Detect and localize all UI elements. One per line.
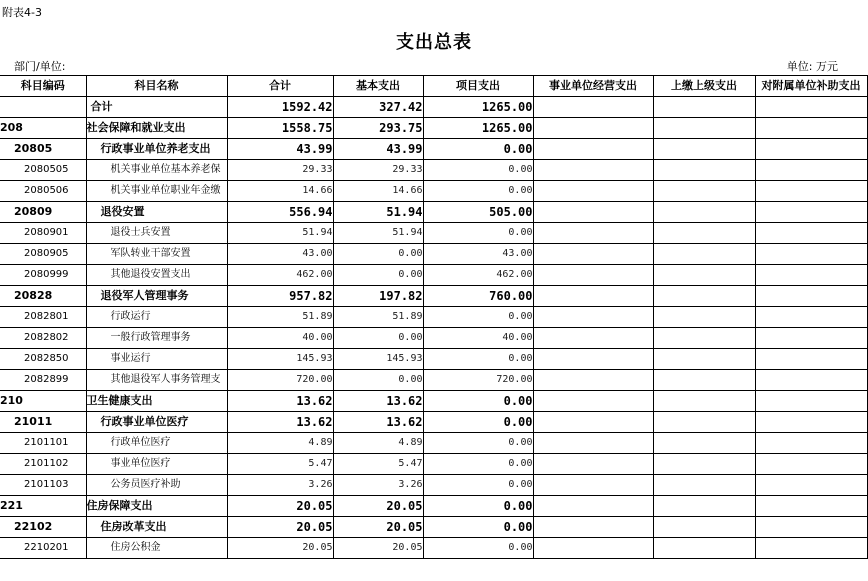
row-name: 退役军人管理事务	[86, 286, 227, 307]
row-subsidy	[755, 244, 867, 265]
row-project: 0.00	[423, 160, 533, 181]
row-project: 0.00	[423, 349, 533, 370]
table-row	[0, 433, 867, 454]
row-operating	[533, 328, 653, 349]
row-total: 4.89	[227, 433, 333, 454]
table-row	[0, 349, 867, 370]
row-total: 556.94	[227, 202, 333, 223]
row-remit	[653, 118, 755, 139]
row-name: 合计	[86, 97, 227, 118]
row-operating	[533, 349, 653, 370]
row-operating	[533, 412, 653, 433]
row-remit	[653, 97, 755, 118]
row-basic: 20.05	[333, 496, 423, 517]
row-basic: 3.26	[333, 475, 423, 496]
row-basic: 13.62	[333, 391, 423, 412]
row-remit	[653, 307, 755, 328]
row-total: 462.00	[227, 265, 333, 286]
table-row	[0, 391, 867, 412]
row-total: 40.00	[227, 328, 333, 349]
row-subsidy	[755, 223, 867, 244]
row-remit	[653, 265, 755, 286]
row-subsidy	[755, 286, 867, 307]
row-operating	[533, 538, 653, 559]
row-basic: 20.05	[333, 538, 423, 559]
table-row	[0, 181, 867, 202]
table-row	[0, 139, 867, 160]
row-remit	[653, 286, 755, 307]
header-operating: 事业单位经营支出	[533, 76, 653, 97]
row-code: 2080505	[0, 160, 86, 181]
row-name: 退役安置	[86, 202, 227, 223]
expenditure-table	[0, 75, 868, 559]
row-code: 208	[0, 118, 86, 139]
row-basic: 5.47	[333, 454, 423, 475]
row-project: 0.00	[423, 496, 533, 517]
row-project: 1265.00	[423, 97, 533, 118]
row-remit	[653, 496, 755, 517]
row-remit	[653, 139, 755, 160]
row-project: 505.00	[423, 202, 533, 223]
row-code: 2082801	[0, 307, 86, 328]
row-name: 其他退役安置支出	[86, 265, 227, 286]
row-subsidy	[755, 391, 867, 412]
row-operating	[533, 307, 653, 328]
row-code: 20809	[0, 202, 86, 223]
header-row	[0, 76, 867, 97]
table-row	[0, 286, 867, 307]
row-subsidy	[755, 538, 867, 559]
row-code: 20828	[0, 286, 86, 307]
table-row	[0, 160, 867, 181]
row-subsidy	[755, 265, 867, 286]
row-project: 462.00	[423, 265, 533, 286]
row-subsidy	[755, 328, 867, 349]
header-name: 科目名称	[86, 76, 227, 97]
row-code: 2082850	[0, 349, 86, 370]
table-row	[0, 412, 867, 433]
row-subsidy	[755, 349, 867, 370]
row-name: 住房公积金	[86, 538, 227, 559]
row-subsidy	[755, 412, 867, 433]
row-total: 51.94	[227, 223, 333, 244]
row-name: 住房保障支出	[86, 496, 227, 517]
row-operating	[533, 181, 653, 202]
row-subsidy	[755, 307, 867, 328]
row-code: 2082802	[0, 328, 86, 349]
row-basic: 29.33	[333, 160, 423, 181]
row-subsidy	[755, 496, 867, 517]
row-total: 145.93	[227, 349, 333, 370]
row-project: 0.00	[423, 454, 533, 475]
header-remit: 上缴上级支出	[653, 76, 755, 97]
row-operating	[533, 223, 653, 244]
row-operating	[533, 454, 653, 475]
row-project: 0.00	[423, 139, 533, 160]
row-name: 公务员医疗补助	[86, 475, 227, 496]
row-code: 2101103	[0, 475, 86, 496]
row-subsidy	[755, 517, 867, 538]
unit-label: 单位: 万元	[786, 60, 838, 73]
row-total: 720.00	[227, 370, 333, 391]
row-operating	[533, 475, 653, 496]
row-code: 2210201	[0, 538, 86, 559]
row-code: 2080506	[0, 181, 86, 202]
row-name: 其他退役军人事务管理支	[86, 370, 227, 391]
page-title: 支出总表	[396, 32, 472, 53]
row-basic: 51.94	[333, 223, 423, 244]
header-subsidy: 对附属单位补助支出	[755, 76, 867, 97]
row-code: 221	[0, 496, 86, 517]
row-total: 1558.75	[227, 118, 333, 139]
row-remit	[653, 244, 755, 265]
row-operating	[533, 286, 653, 307]
table-row	[0, 538, 867, 559]
row-code: 2082899	[0, 370, 86, 391]
row-basic: 197.82	[333, 286, 423, 307]
row-project: 1265.00	[423, 118, 533, 139]
row-remit	[653, 454, 755, 475]
row-code: 2101102	[0, 454, 86, 475]
row-subsidy	[755, 181, 867, 202]
row-total: 51.89	[227, 307, 333, 328]
table-row	[0, 244, 867, 265]
row-operating	[533, 139, 653, 160]
row-total: 20.05	[227, 538, 333, 559]
row-operating	[533, 160, 653, 181]
row-subsidy	[755, 118, 867, 139]
row-basic: 13.62	[333, 412, 423, 433]
row-project: 760.00	[423, 286, 533, 307]
row-total: 43.99	[227, 139, 333, 160]
row-basic: 0.00	[333, 328, 423, 349]
row-remit	[653, 160, 755, 181]
row-remit	[653, 391, 755, 412]
row-name: 住房改革支出	[86, 517, 227, 538]
row-name: 机关事业单位基本养老保	[86, 160, 227, 181]
row-code: 2080905	[0, 244, 86, 265]
header-project: 项目支出	[423, 76, 533, 97]
table-row	[0, 118, 867, 139]
row-remit	[653, 370, 755, 391]
row-total: 957.82	[227, 286, 333, 307]
table-row	[0, 307, 867, 328]
department-label: 部门/单位:	[14, 60, 66, 73]
row-basic: 0.00	[333, 265, 423, 286]
row-operating	[533, 97, 653, 118]
row-subsidy	[755, 475, 867, 496]
row-code: 22102	[0, 517, 86, 538]
row-subsidy	[755, 202, 867, 223]
row-remit	[653, 202, 755, 223]
row-operating	[533, 517, 653, 538]
table-row	[0, 496, 867, 517]
table-row	[0, 475, 867, 496]
row-subsidy	[755, 139, 867, 160]
row-total: 20.05	[227, 496, 333, 517]
row-project: 0.00	[423, 391, 533, 412]
row-code: 20805	[0, 139, 86, 160]
row-name: 机关事业单位职业年金缴	[86, 181, 227, 202]
table-row	[0, 202, 867, 223]
table-row	[0, 517, 867, 538]
table-row	[0, 328, 867, 349]
row-total: 13.62	[227, 412, 333, 433]
row-remit	[653, 223, 755, 244]
row-total: 29.33	[227, 160, 333, 181]
table-row	[0, 265, 867, 286]
row-remit	[653, 433, 755, 454]
row-project: 0.00	[423, 475, 533, 496]
row-subsidy	[755, 160, 867, 181]
row-operating	[533, 370, 653, 391]
row-operating	[533, 496, 653, 517]
row-project: 0.00	[423, 538, 533, 559]
row-operating	[533, 391, 653, 412]
row-name: 行政单位医疗	[86, 433, 227, 454]
row-total: 1592.42	[227, 97, 333, 118]
row-name: 行政事业单位养老支出	[86, 139, 227, 160]
row-code: 2080901	[0, 223, 86, 244]
row-project: 0.00	[423, 412, 533, 433]
row-project: 0.00	[423, 181, 533, 202]
table-row	[0, 454, 867, 475]
header-total: 合计	[227, 76, 333, 97]
table-row	[0, 370, 867, 391]
row-code	[0, 97, 86, 118]
table-row	[0, 97, 867, 118]
row-name: 卫生健康支出	[86, 391, 227, 412]
table-body	[0, 97, 867, 559]
row-name: 行政运行	[86, 307, 227, 328]
row-name: 行政事业单位医疗	[86, 412, 227, 433]
header-basic: 基本支出	[333, 76, 423, 97]
row-subsidy	[755, 370, 867, 391]
row-total: 5.47	[227, 454, 333, 475]
row-name: 退役士兵安置	[86, 223, 227, 244]
row-remit	[653, 517, 755, 538]
row-basic: 145.93	[333, 349, 423, 370]
row-project: 0.00	[423, 307, 533, 328]
row-project: 0.00	[423, 223, 533, 244]
row-total: 20.05	[227, 517, 333, 538]
row-basic: 14.66	[333, 181, 423, 202]
row-name: 一般行政管理事务	[86, 328, 227, 349]
row-project: 40.00	[423, 328, 533, 349]
row-basic: 43.99	[333, 139, 423, 160]
row-total: 14.66	[227, 181, 333, 202]
row-project: 0.00	[423, 433, 533, 454]
row-name: 社会保障和就业支出	[86, 118, 227, 139]
row-total: 43.00	[227, 244, 333, 265]
row-operating	[533, 202, 653, 223]
row-operating	[533, 118, 653, 139]
row-basic: 293.75	[333, 118, 423, 139]
row-basic: 51.94	[333, 202, 423, 223]
row-project: 43.00	[423, 244, 533, 265]
document-tag: 附表4-3	[2, 6, 42, 19]
row-code: 210	[0, 391, 86, 412]
row-total: 3.26	[227, 475, 333, 496]
row-name: 事业运行	[86, 349, 227, 370]
row-basic: 0.00	[333, 244, 423, 265]
row-operating	[533, 433, 653, 454]
row-remit	[653, 349, 755, 370]
row-code: 21011	[0, 412, 86, 433]
row-basic: 0.00	[333, 370, 423, 391]
row-basic: 20.05	[333, 517, 423, 538]
row-remit	[653, 412, 755, 433]
row-code: 2101101	[0, 433, 86, 454]
row-operating	[533, 265, 653, 286]
row-remit	[653, 328, 755, 349]
row-name: 事业单位医疗	[86, 454, 227, 475]
row-operating	[533, 244, 653, 265]
row-subsidy	[755, 454, 867, 475]
row-basic: 4.89	[333, 433, 423, 454]
row-project: 0.00	[423, 517, 533, 538]
row-subsidy	[755, 433, 867, 454]
row-remit	[653, 181, 755, 202]
row-basic: 51.89	[333, 307, 423, 328]
table-row	[0, 223, 867, 244]
row-code: 2080999	[0, 265, 86, 286]
row-basic: 327.42	[333, 97, 423, 118]
row-remit	[653, 475, 755, 496]
header-code: 科目编码	[0, 76, 86, 97]
row-remit	[653, 538, 755, 559]
row-project: 720.00	[423, 370, 533, 391]
row-subsidy	[755, 97, 867, 118]
row-total: 13.62	[227, 391, 333, 412]
row-name: 军队转业干部安置	[86, 244, 227, 265]
